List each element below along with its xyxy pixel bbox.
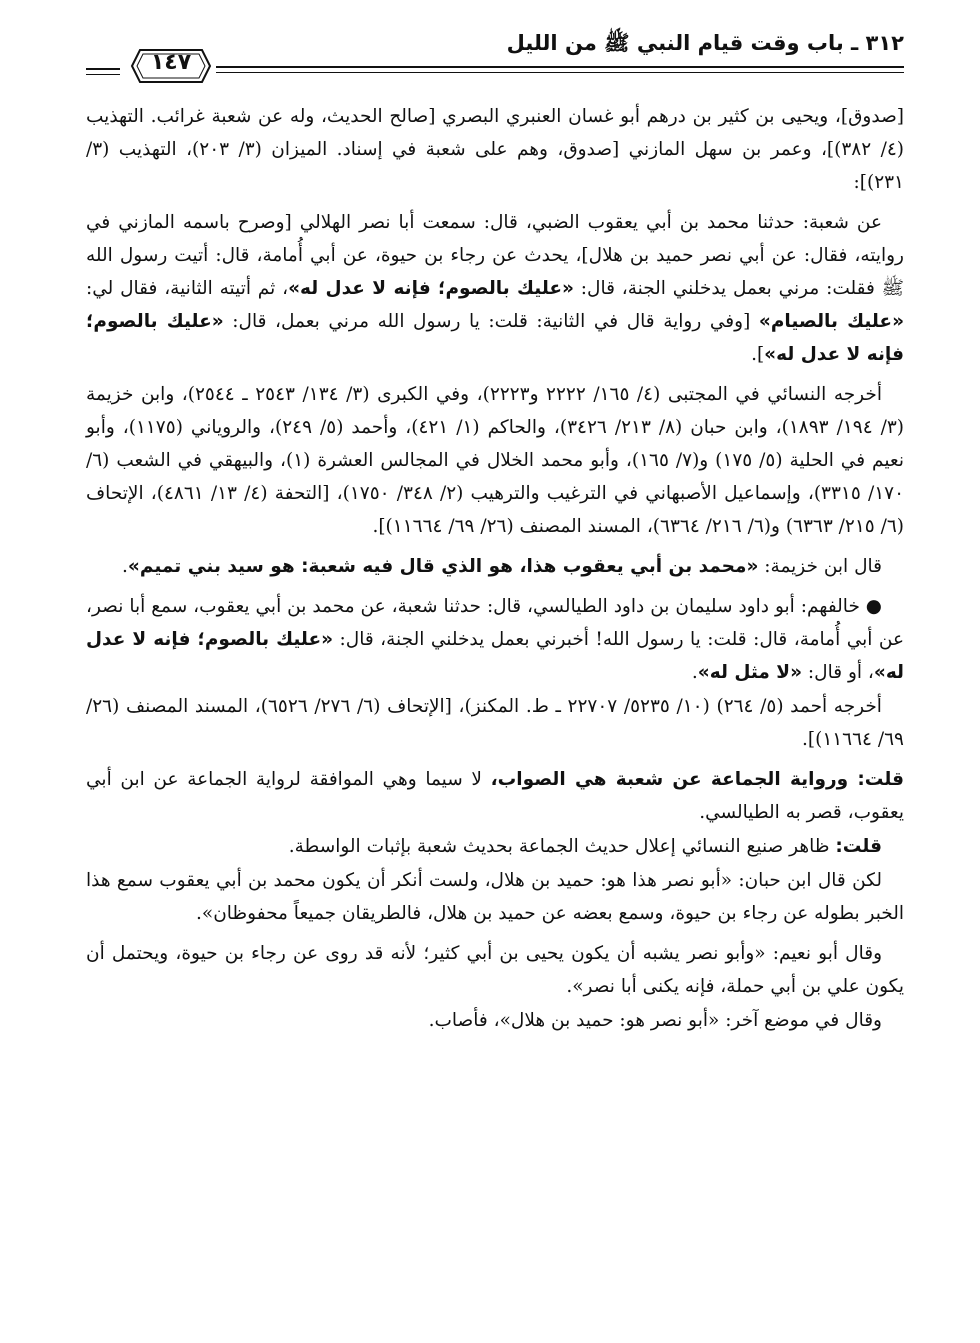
paragraph-verdict	[86, 763, 904, 829]
hadith-variant-intro: [وفي رواية قال في الثانية: قلت: يا رسول الله مرني بعمل، قال:	[223, 311, 759, 332]
tayalisi-quote-2: «لا مثل له»	[697, 662, 803, 683]
another-place-end: ، فأصاب.	[428, 1010, 500, 1031]
another-place-quote: «أبو نصر هو: حميد بن هلال»	[499, 1010, 720, 1031]
page-header	[86, 30, 904, 86]
abu-nuaym-attribution: وقال أبو نعيم:	[765, 943, 883, 964]
another-place-attribution: وقال في موضع آخر:	[719, 1010, 882, 1031]
paragraph-ahmad-takhrij: أخرجه أحمد (٥/ ٢٦٤) (١٠/ ٥٢٣٥/ ٢٢٧٠٧ ـ ط. المكنز)، [الإتحاف (٦/ ٢٧٦/ ٦٥٢٦)، المسند المصنف (٢٦/ ٦٩/ ١١٦٦٤)].	[86, 696, 904, 750]
abu-nuaym-end: .	[566, 976, 573, 997]
hadith-close: ].	[751, 344, 765, 365]
quote-attribution: قال ابن خزيمة:	[758, 556, 882, 577]
paragraph-ibn-hibban	[86, 864, 904, 930]
page-number: ١٤٧	[150, 50, 192, 75]
paragraph-hadith-text	[86, 206, 904, 371]
abu-nuaym-quote: «وأبو نصر يشبه أن يكون يحيى بن أبي كثير؛ لأنه قد روى عن رجاء بن حيوة، ويحتمل أن يكون علي بن أبي حملة، فإنه يكنى أبا نصر»	[86, 943, 904, 997]
quote-text: «محمد بن أبي يعقوب هذا، هو الذي قال فيه شعبة: هو سيد بني تميم»	[127, 556, 759, 577]
ibn-hibban-quote: «أبو نصر هذا هو: حميد بن هلال، ولست أنكر أن يكون محمد بن أبي يعقوب سمع هذا الخبر بطوله عن رجاء بن حيوة، وسمع بعضه عن حميد بن هلال، فالطريقان جميعاً محفوظان»	[86, 870, 904, 924]
tayalisi-text: خالفهم: أبو داود سليمان بن داود الطيالسي، قال: حدثنا شعبة، عن محمد بن أبي يعقوب، سمع أبا نصر، عن أبي أُمامة، قال: قلت: يا رسول الله! أخبرني بعمل يدخلني الجنة، قال:	[86, 596, 904, 650]
hadith-quote-3: «عليك بالصوم؛ فإنه لا عدل له»	[86, 311, 904, 365]
header-left-rule	[86, 68, 120, 70]
tayalisi-end: .	[691, 662, 698, 683]
ibn-hibban-end: .	[196, 903, 202, 924]
header-rule-thin	[216, 72, 904, 73]
hadith-quote-1: «عليك بالصوم؛ فإنه لا عدل له»	[288, 278, 574, 299]
quote-end: .	[122, 556, 128, 577]
chapter-title: ٣١٢ ـ باب وقت قيام النبي ﷺ من الليل	[499, 30, 904, 61]
paragraph-tayalisi	[86, 590, 904, 689]
paragraph-takhrij: أخرجه النسائي في المجتبى (٤/ ١٦٥/ ٢٢٢٢ و٢٢٢٣)، وفي الكبرى (٣/ ١٣٤/ ٢٥٤٣ ـ ٢٥٤٤)، وابن خزيمة (٣/ ١٩٤/ ١٨٩٣)، وابن حبان (٨/ ٢١٣/ ٣٤٢٦)، والحاكم (١/ ٤٢١)، وأحمد (٥/ ٢٤٩)، والروياني (١١٧٥)، وأبو نعيم في الحلية (٥/ ١٧٥) و(٧/ ١٦٥)، وأبو محمد الخلال في المجالس العشرة (١)، والبيهقي في الشعب (٦/ ١٧٠/ ٣٣١٥)، وإسماعيل الأصبهاني في الترغيب والترهيب (٢/ ٣٤٨/ ١٧٥٠)، [التحفة (٤/ ١٣/ ٤٨٦١)، الإتحاف (٦/ ٢١٥/ ٦٣٦٣) و(٦/ ٢١٦/ ٦٣٦٤)، المسند المصنف (٢٦/ ٦٩/ ١١٦٦٤)].	[86, 384, 905, 537]
verdict-rest: لا سيما وهي الموافقة لرواية الجماعة عن ابن أبي يعقوب، قصر به الطيالسي.	[86, 769, 904, 823]
verdict-label: قلت:	[857, 769, 904, 790]
bullet-icon: ●	[865, 596, 882, 617]
hadith-intro: عن شعبة: حدثنا محمد بن أبي يعقوب الضبي، قال: سمعت أبا نصر الهلالي [وصرح باسمه المازني في روايته، فقال: عن أبي نصر حميد بن هلال]، يحدث عن رجاء بن حيوة، عن أبي أُمامة، قال: أتيت رسول الله ﷺ فقلت: مرني بعمل يدخلني الجنة، قال:	[86, 212, 904, 299]
verdict-bold: ورواية الجماعة عن شعبة هي الصواب،	[490, 769, 858, 790]
paragraph-ibn-khuzayma	[86, 550, 904, 583]
paragraph-narrators: [صدوق]، ويحيى بن كثير بن درهم أبو غسان العنبري البصري [صالح الحديث، وله عن شعبة غرائب. التهذيب (٤/ ٣٨٢)]، وعمر بن سهل المازني [صدوق، وهم على شعبة في إسناد. الميزان (٣/ ٢٠٣)، التهذيب (٣/ ٢٣١)]:	[86, 106, 904, 193]
note-text: ظاهر صنيع النسائي إعلال حديث الجماعة بحديث شعبة بإثبات الواسطة.	[288, 836, 836, 857]
paragraph-nasai-note	[86, 830, 904, 863]
hadith-quote-2: «عليك بالصيام»	[758, 311, 905, 332]
ibn-hibban-attribution: لكن قال ابن حبان:	[732, 870, 883, 891]
paragraph-another-place	[86, 1004, 904, 1037]
hadith-continuation: ، ثم أتيته الثانية، فقال لي:	[86, 278, 289, 299]
tayalisi-or: ، أو قال:	[802, 662, 874, 683]
page-body	[86, 100, 904, 1044]
note-label: قلت:	[835, 836, 882, 857]
tayalisi-quote-1: «عليك بالصوم؛ فإنه لا عدل له»	[86, 629, 904, 683]
header-left-rule-thin	[86, 74, 120, 75]
paragraph-abu-nuaym	[86, 937, 904, 1003]
page-number-badge	[126, 44, 216, 88]
header-rule	[216, 66, 904, 68]
